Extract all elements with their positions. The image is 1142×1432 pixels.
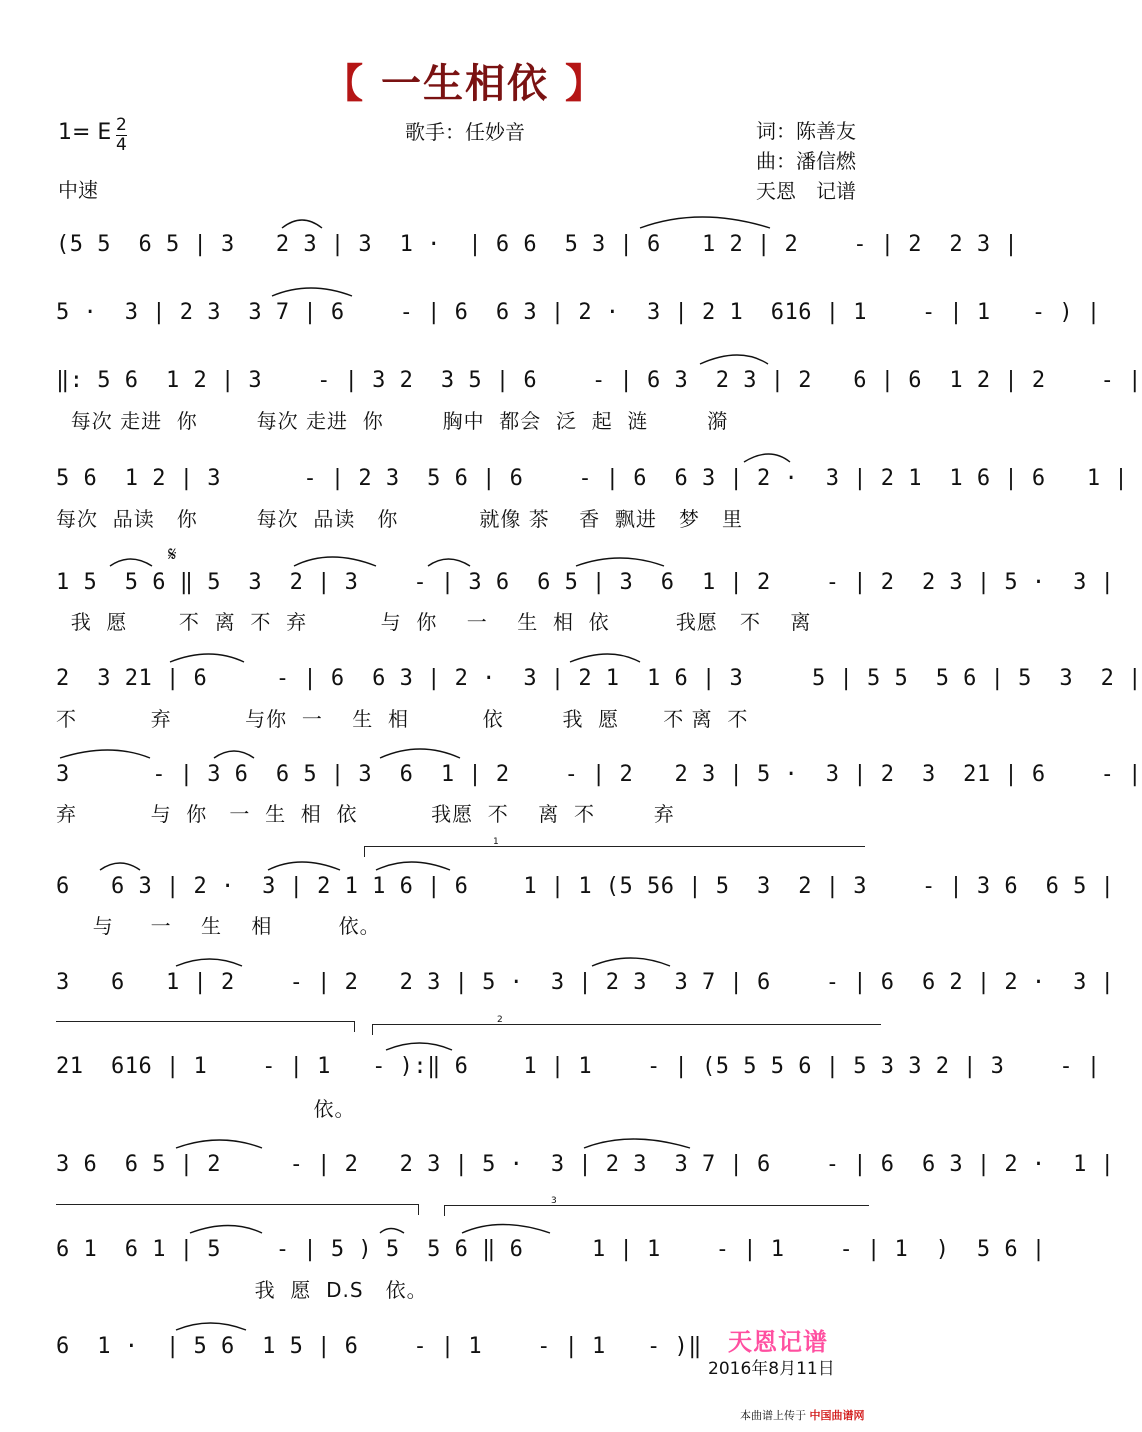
- upload-footer: [740, 1407, 865, 1423]
- slur-arc: [190, 1226, 262, 1234]
- key-signature: 1= E: [58, 120, 112, 145]
- slur-arc: [376, 862, 450, 870]
- transcriber-credit: 天恩 记谱: [756, 179, 856, 203]
- lyricist-credit: 词：陈善友: [756, 119, 856, 143]
- transcriber-stamp: 天恩记谱: [728, 1327, 828, 1356]
- lyric-line-3: 每次 走进 你 每次 走进 你 胸中 都会 泛 起 涟 漪: [56, 409, 729, 433]
- score-line-2: 5 · 3 | 2 3 3 7 | 6 - | 6 6 3 | 2 · 3 | 2 1 616 | 1 - | 1 - ) |: [56, 300, 1101, 325]
- slur-arc: [744, 454, 790, 462]
- slur-arc: [592, 958, 670, 966]
- slur-arc: [110, 559, 152, 566]
- lyric-line-6: 不 弃 与你 一 生 相 依 我 愿 不 离 不: [56, 707, 749, 731]
- singer-credit: 歌手：任妙音: [405, 120, 525, 144]
- slur-arc: [428, 559, 470, 566]
- slur-arc: [576, 558, 664, 566]
- slur-arc: [462, 1225, 550, 1234]
- slur-arc: [570, 654, 640, 662]
- title-left-bracket: 【: [323, 61, 366, 107]
- score-line-12: 6 1 6 1 | 5 - | 5 ) 5 5 6 ‖ 6 1 | 1 - | 1 - | 1 ) 5 6 |: [56, 1237, 1046, 1262]
- volta-number-2: 2: [497, 1015, 503, 1025]
- volta-number-1: 1: [493, 837, 499, 847]
- score-line-5: 1 5 5 6 ‖ 5 3 2 | 3 - | 3 6 6 5 | 3 6 1 | 2 - | 2 2 3 | 5 · 3 |: [56, 570, 1115, 595]
- segno-sign: 𝄋: [168, 542, 177, 566]
- time-denominator: 4: [116, 135, 127, 155]
- footer-site-link[interactable]: 中国曲谱网: [809, 1409, 865, 1422]
- slur-arc: [100, 863, 140, 870]
- slur-arc: [176, 959, 242, 966]
- composer-credit: 曲：潘信燃: [756, 149, 856, 173]
- slur-arc: [294, 557, 376, 566]
- score-line-4: 5 6 1 2 | 3 - | 2 3 5 6 | 6 - | 6 6 3 | 2 · 3 | 2 1 1 6 | 6 1 |: [56, 466, 1129, 491]
- score-line-13: 6 1 · | 5 6 1 5 | 6 - | 1 - | 1 - )‖: [56, 1334, 703, 1359]
- title-text: 一生相依: [381, 61, 549, 107]
- score-line-8: 6 6 3 | 2 · 3 | 2 1 1 6 | 6 1 | 1 (5 56 | 5 3 2 | 3 - | 3 6 6 5 |: [56, 874, 1115, 899]
- volta-number-3: 3: [551, 1196, 557, 1206]
- slur-arc: [282, 220, 322, 228]
- lyric-line-8: 与 一 生 相 依。: [56, 914, 381, 938]
- slur-arc: [272, 288, 352, 296]
- lyric-line-7: 弃 与 你 一 生 相 依 我愿 不 离 不 弃: [56, 802, 675, 826]
- slur-arc: [176, 1140, 262, 1148]
- footer-prefix: 本曲谱上传于: [740, 1409, 806, 1422]
- slur-arc: [214, 751, 254, 758]
- time-numerator: 2: [116, 115, 127, 135]
- slur-arc: [170, 654, 244, 662]
- slur-arc: [380, 1229, 404, 1234]
- title-right-bracket: 】: [564, 61, 607, 107]
- slur-arc: [584, 1139, 690, 1148]
- lyric-line-10: 依。: [56, 1097, 356, 1121]
- score-line-6: 2 3 21 | 6 - | 6 6 3 | 2 · 3 | 2 1 1 6 | 3 5 | 5 5 5 6 | 5 3 2 |: [56, 666, 1142, 691]
- tempo-marking: 中速: [58, 178, 98, 202]
- score-line-11: 3 6 6 5 | 2 - | 2 2 3 | 5 · 3 | 2 3 3 7 | 6 - | 6 6 3 | 2 · 1 |: [56, 1152, 1115, 1177]
- lyric-line-5: 我 愿 不 离 不 弃 与 你 一 生 相 依 我愿 不 离: [56, 610, 812, 634]
- score-line-1: (5 5 6 5 | 3 2 3 | 3 1 · | 6 6 5 3 | 6 1 2 | 2 - | 2 2 3 |: [56, 232, 1019, 257]
- slur-arc: [640, 217, 770, 228]
- slur-arc: [380, 749, 460, 758]
- score-line-10: 21 616 | 1 - | 1 - ):‖ 6 1 | 1 - | (5 5 5 6 | 5 3 3 2 | 3 - |: [56, 1054, 1101, 1079]
- slur-arc: [268, 862, 340, 870]
- slur-arc: [176, 1323, 246, 1330]
- transcription-date: 2016年8月11日: [708, 1359, 835, 1379]
- slur-arc: [700, 355, 768, 364]
- score-line-9: 3 6 1 | 2 - | 2 2 3 | 5 · 3 | 2 3 3 7 | 6 - | 6 6 2 | 2 · 3 |: [56, 970, 1115, 995]
- slur-arc: [386, 1043, 452, 1050]
- score-line-7: 3 - | 3 6 6 5 | 3 6 1 | 2 - | 2 2 3 | 5 · 3 | 2 3 21 | 6 - |: [56, 762, 1142, 787]
- score-line-3: ‖: 5 6 1 2 | 3 - | 3 2 3 5 | 6 - | 6 3 2 3 | 2 6 | 6 1 2 | 2 - |: [56, 368, 1142, 393]
- lyric-line-12: 我 愿 D.S 依。: [56, 1278, 428, 1302]
- lyric-line-4: 每次 品读 你 每次 品读 你 就像 茶 香 飘进 梦 里: [56, 507, 744, 531]
- slur-arc: [60, 750, 150, 758]
